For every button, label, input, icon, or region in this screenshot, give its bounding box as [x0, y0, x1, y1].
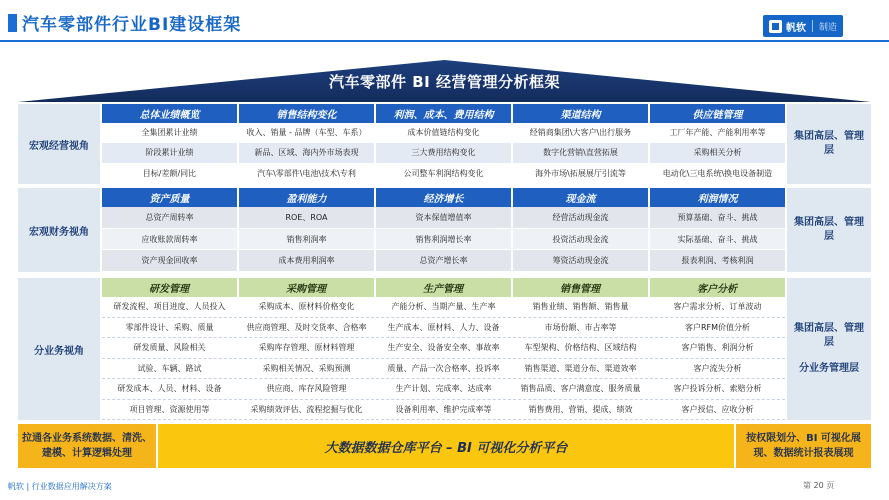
metric-item: 工厂年产能、产能利用率等	[650, 123, 785, 143]
category-column	[239, 104, 374, 184]
metric-item: 采购绩效评估、流程挖掘与优化	[239, 400, 374, 421]
metric-item: 公司整车利润结构变化	[376, 164, 511, 184]
metric-item: 客户流失分析	[650, 359, 785, 380]
section-label-right	[787, 278, 871, 420]
metric-item: 报表利润、考核利润	[650, 250, 785, 272]
metric-item: 项目管理、资源使用等	[102, 400, 237, 421]
category-column	[376, 104, 511, 184]
category-column	[513, 188, 648, 272]
metric-item: 收入、销量 - 品牌（车型、车系）	[239, 123, 374, 143]
category-column	[376, 188, 511, 272]
metric-item: 投资活动现金流	[513, 229, 648, 251]
metric-item: 总资产增长率	[376, 250, 511, 272]
metric-item: 采购库存管理、原材料管理	[239, 338, 374, 359]
metric-item: 供应商、库存风险管理	[239, 379, 374, 400]
category-header: 采购管理	[239, 278, 374, 297]
section-label-left: 分业务视角	[18, 278, 100, 420]
category-column	[239, 278, 374, 420]
metric-item: 实际基础、奋斗、挑战	[650, 229, 785, 251]
brand-divider	[812, 20, 813, 32]
metric-item: 阶段累计业绩	[102, 143, 237, 163]
metric-item: 客户销售、利润分析	[650, 338, 785, 359]
metric-item: ROE、ROA	[239, 207, 374, 229]
category-header: 现金流	[513, 188, 648, 207]
metric-item: 试验、车辆、路试	[102, 359, 237, 380]
metric-item: 筹资活动现金流	[513, 250, 648, 272]
platform-box: 大数据数据仓库平台 – BI 可视化分析平台	[158, 424, 734, 468]
audience-line: 分业务管理层	[799, 363, 859, 374]
category-column	[513, 278, 648, 420]
metric-item: 资产现金回收率	[102, 250, 237, 272]
metric-item: 应收账款周转率	[102, 229, 237, 251]
category-column	[102, 278, 237, 420]
category-header: 研发管理	[102, 278, 237, 297]
metric-item: 采购相关分析	[650, 143, 785, 163]
brand-name: 帆软	[786, 22, 806, 34]
category-header: 客户分析	[650, 278, 785, 297]
metric-item: 客户RFM价值分析	[650, 318, 785, 339]
metric-item: 零部件设计、采购、质量	[102, 318, 237, 339]
brand-subtitle: 制造	[819, 22, 838, 33]
title-accent-bar	[8, 14, 17, 32]
metric-item: 资本保值增值率	[376, 207, 511, 229]
metric-item: 销售渠道、渠道分布、渠道效率	[513, 359, 648, 380]
metric-item: 设备利用率、维护完成率等	[376, 400, 511, 421]
category-column	[239, 188, 374, 272]
category-header: 销售结构变化	[239, 104, 374, 123]
metric-item: 成本费用利润率	[239, 250, 374, 272]
category-header: 渠道结构	[513, 104, 648, 123]
metric-item: 车型架构、价格结构、区域结构	[513, 338, 648, 359]
category-header: 经济增长	[376, 188, 511, 207]
category-column	[513, 104, 648, 184]
metric-item: 研发成本、人员、材料、设备	[102, 379, 237, 400]
category-header: 总体业绩概览	[102, 104, 237, 123]
audience-line: 集团高层、管理层	[794, 217, 864, 242]
category-header: 盈利能力	[239, 188, 374, 207]
framework-title: 汽车零部件 BI 经营管理分析框架	[329, 73, 560, 91]
presentation-box: 按权限划分、BI 可视化展现、数据统计报表展现	[736, 424, 871, 468]
category-column	[650, 278, 785, 420]
metric-item: 预算基础、奋斗、挑战	[650, 207, 785, 229]
section-label-left: 宏观经营视角	[18, 104, 100, 184]
metric-item: 产能分析、当期产量、生产率	[376, 297, 511, 318]
metric-item: 生产计划、完成率、达成率	[376, 379, 511, 400]
metric-item: 采购相关情况、采购预测	[239, 359, 374, 380]
category-header: 供应链管理	[650, 104, 785, 123]
metric-item: 销售业绩、销售额、销售量	[513, 297, 648, 318]
page-number: 第 20 页	[803, 481, 835, 490]
category-column	[376, 278, 511, 420]
metric-item: 成本价值链结构变化	[376, 123, 511, 143]
metric-item: 研发质量、风险相关	[102, 338, 237, 359]
metric-item: 供应商管理、及时交货率、合格率	[239, 318, 374, 339]
footer-company: 帆软 | 行业数据应用解决方案	[8, 482, 112, 491]
metric-item: 经销商集团\大客户\出行服务	[513, 123, 648, 143]
metric-item: 客户需求分析、订单波动	[650, 297, 785, 318]
section-label-right	[787, 104, 871, 184]
metric-item: 采购成本、原材料价格变化	[239, 297, 374, 318]
section-label-right	[787, 188, 871, 272]
audience-line: 集团高层、管理层	[794, 323, 864, 348]
metric-item: 新品、区域、海内外市场表现	[239, 143, 374, 163]
category-column	[102, 104, 237, 184]
data-processing-box: 拉通各业务系统数据、清洗、建模、计算逻辑处理	[18, 424, 156, 468]
page-title: 汽车零部件行业BI建设框架	[22, 15, 242, 35]
category-header: 利润、成本、费用结构	[376, 104, 511, 123]
metric-item: 总资产周转率	[102, 207, 237, 229]
metric-item: 生产安全、设备安全率、事故率	[376, 338, 511, 359]
category-header: 利润情况	[650, 188, 785, 207]
category-header: 销售管理	[513, 278, 648, 297]
header-divider	[0, 40, 889, 42]
category-column	[650, 188, 785, 272]
metric-item: 销售利润率	[239, 229, 374, 251]
category-column	[102, 188, 237, 272]
audience-line: 集团高层、管理层	[794, 131, 864, 156]
metric-item: 目标/差额/同比	[102, 164, 237, 184]
metric-item: 市场份额、市占率等	[513, 318, 648, 339]
metric-item: 客户授信、应收分析	[650, 400, 785, 421]
category-header: 生产管理	[376, 278, 511, 297]
metric-item: 销售利润增长率	[376, 229, 511, 251]
metric-item: 销售品质、客户满意度、服务质量	[513, 379, 648, 400]
section-label-left: 宏观财务视角	[18, 188, 100, 272]
metric-item: 海外市场\拓展展厅引流等	[513, 164, 648, 184]
metric-item: 全集团累计业绩	[102, 123, 237, 143]
brand-badge	[763, 15, 843, 37]
category-header: 资产质量	[102, 188, 237, 207]
brand-logo-icon	[769, 20, 782, 33]
category-column	[650, 104, 785, 184]
metric-item: 质量、产品一次合格率、投诉率	[376, 359, 511, 380]
metric-item: 经营活动现金流	[513, 207, 648, 229]
metric-item: 数字化营销\直营拓展	[513, 143, 648, 163]
metric-item: 汽车\零部件\电池\技术\专利	[239, 164, 374, 184]
metric-item: 三大费用结构变化	[376, 143, 511, 163]
metric-item: 销售费用、营销、提成、绩效	[513, 400, 648, 421]
metric-item: 研发流程、项目进度、人员投入	[102, 297, 237, 318]
metric-item: 电动化\三电系统\换电设备制造	[650, 164, 785, 184]
metric-item: 生产成本、原材料、人力、设备	[376, 318, 511, 339]
metric-item: 客户投诉分析、索赔分析	[650, 379, 785, 400]
